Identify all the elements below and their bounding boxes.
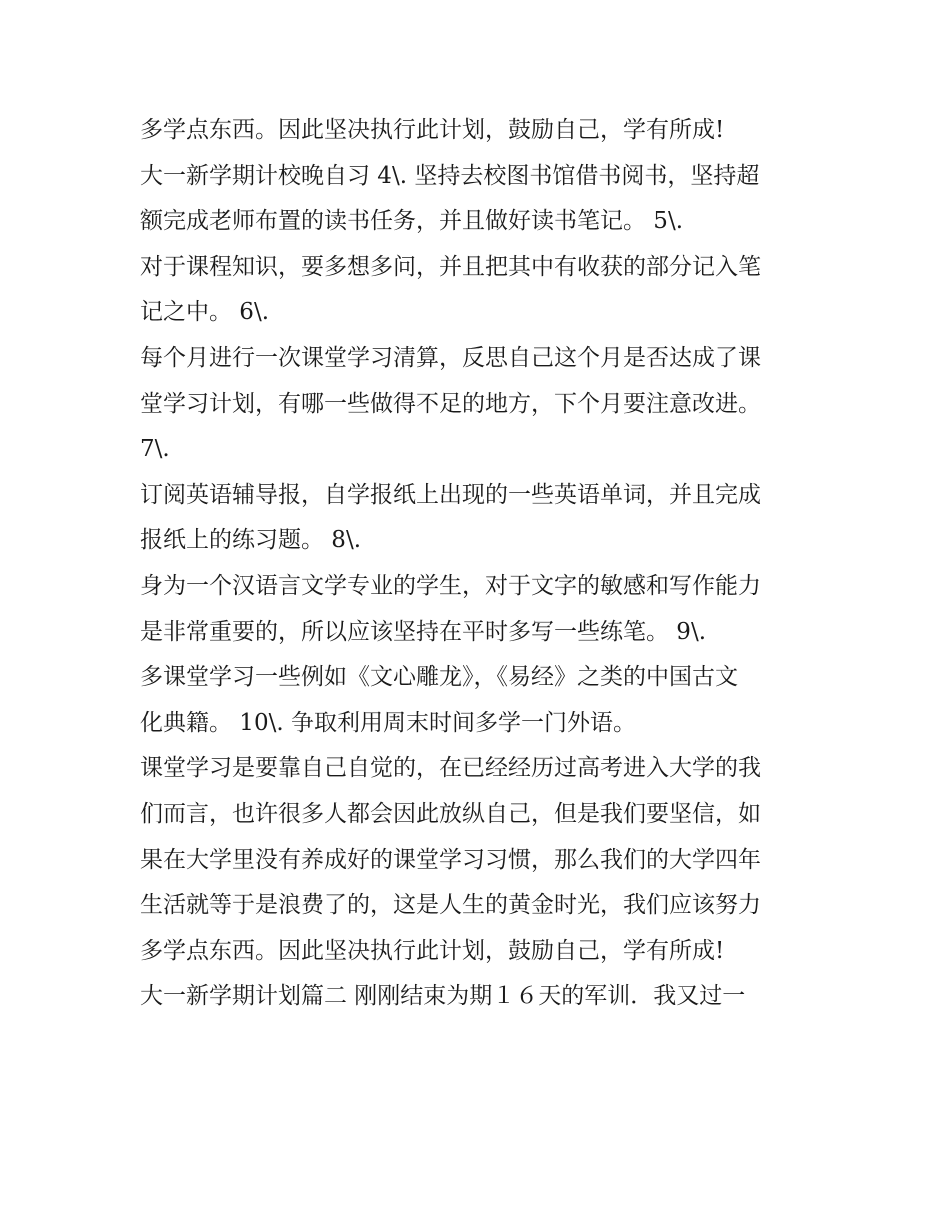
text-line-14: 化典籍。 10\. 争取利用周末时间多学一门外语。 [140,709,636,736]
text-line-6: 每个月进行一次课堂学习清算，反思自己这个月是否达成了课 [140,344,761,371]
document-body [140,108,830,1020]
text-line-11: 身为一个汉语言文学专业的学生，对于文字的敏感和写作能力 [140,572,761,599]
text-line-17: 果在大学里没有养成好的课堂学习习惯，那么我们的大学四年 [140,846,761,873]
text-line-15: 课堂学习是要靠自己自觉的，在已经经历过高考进入大学的我 [140,755,761,782]
text-line-13: 多课堂学习一些例如《文心雕龙》，《易经》之类的中国古文 [140,664,738,691]
text-line-7: 堂学习计划，有哪一些做得不足的地方，下个月要注意改进。 [140,390,761,417]
text-line-4: 对于课程知识，要多想多问，并且把其中有收获的部分记入笔 [140,253,761,280]
text-line-8: 7\. [140,436,170,463]
text-line-10: 报纸上的练习题。 8\. [140,527,362,554]
text-line-20: 大一新学期计划篇二 刚刚结束为期１６天的军训．我又过一 [140,983,746,1010]
text-line-9: 订阅英语辅导报，自学报纸上出现的一些英语单词，并且完成 [140,481,761,508]
text-line-16: 们而言，也许很多人都会因此放纵自己，但是我们要坚信，如 [140,800,761,827]
text-line-12: 是非常重要的，所以应该坚持在平时多写一些练笔。 9\. [140,618,707,645]
text-line-1: 多学点东西。因此坚决执行此计划，鼓励自己，学有所成! [140,117,725,143]
text-line-3: 额完成老师布置的读书任务，并且做好读书笔记。 5\. [140,208,684,235]
text-line-2: 大一新学期计校晚自习 4\. 坚持去校图书馆借书阅书，坚持超 [140,162,760,189]
text-line-18: 生活就等于是浪费了的，这是人生的黄金时光，我们应该努力 [140,892,761,919]
text-line-19: 多学点东西。因此坚决执行此计划，鼓励自己，学有所成! [140,937,725,964]
text-line-5: 记之中。 6\. [140,299,270,326]
